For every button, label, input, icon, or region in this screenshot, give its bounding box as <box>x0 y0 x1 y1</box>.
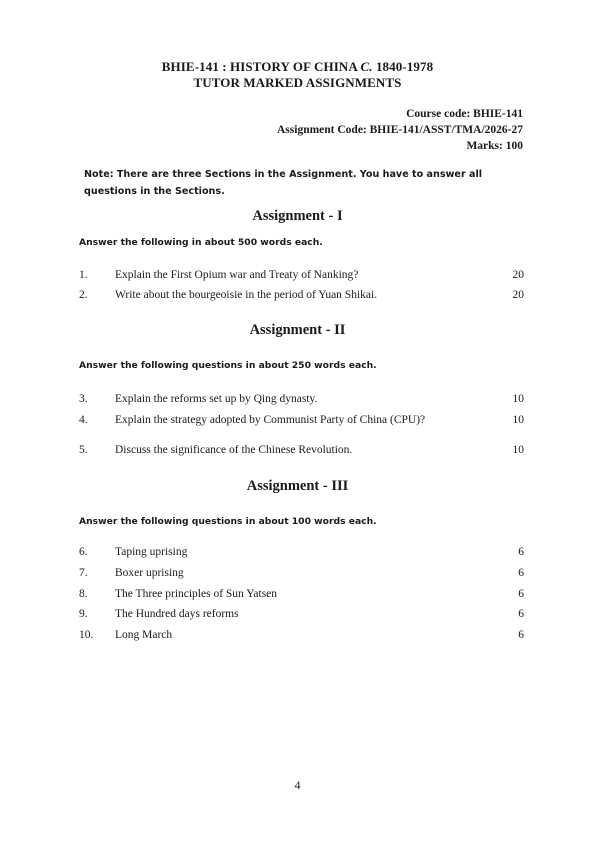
title-part-a: BHIE-141 : HISTORY OF CHINA <box>161 59 361 74</box>
assignment-note: Note: There are three Sections in the Assignment. You have to answer all questions in the Sections. <box>84 169 483 197</box>
question-number: 2. <box>79 289 88 301</box>
page-number: 4 <box>294 778 301 792</box>
question-row <box>79 608 524 624</box>
question-text: Write about the bourgeoisie in the period of Yuan Shikai. <box>115 289 378 301</box>
question-marks: 6 <box>518 629 524 641</box>
question-row <box>79 414 524 430</box>
question-text: The Three principles of Sun Yatsen <box>115 588 278 600</box>
question-text: Discuss the significance of the Chinese Revolution. <box>115 444 353 456</box>
document-title <box>0 59 595 75</box>
question-number: 3. <box>79 393 88 405</box>
question-text: Explain the First Opium war and Treaty of Nanking? <box>115 269 359 281</box>
question-row <box>79 269 524 285</box>
section-instruction: Answer the following questions in about 250 words each. <box>79 360 377 371</box>
question-marks: 6 <box>518 546 524 558</box>
question-row <box>79 588 524 604</box>
course-code: Course code: BHIE-141 <box>406 108 523 120</box>
section-title: Assignment - I <box>252 208 343 224</box>
document-subtitle: TUTOR MARKED ASSIGNMENTS <box>193 75 402 90</box>
question-text: The Hundred days reforms <box>115 608 239 620</box>
title-part-b: 1840-1978 <box>372 59 434 74</box>
question-number: 9. <box>79 608 88 620</box>
title-circa: C. <box>360 59 373 74</box>
question-number: 1. <box>79 269 88 281</box>
total-marks: Marks: 100 <box>466 140 523 152</box>
question-number: 5. <box>79 444 88 456</box>
question-row <box>79 567 524 583</box>
question-marks: 10 <box>512 444 524 456</box>
question-marks: 10 <box>512 393 524 405</box>
question-text: Taping uprising <box>115 546 188 558</box>
question-marks: 20 <box>512 269 524 281</box>
question-number: 8. <box>79 588 88 600</box>
question-row <box>79 629 524 645</box>
question-number: 7. <box>79 567 88 579</box>
question-marks: 10 <box>512 414 524 426</box>
question-text: Explain the strategy adopted by Communist Party of China (CPU)? <box>115 414 426 426</box>
question-row <box>79 546 524 562</box>
question-number: 6. <box>79 546 88 558</box>
question-marks: 6 <box>518 588 524 600</box>
question-text: Long March <box>115 629 173 641</box>
section-title: Assignment - III <box>246 478 349 494</box>
question-row <box>79 393 524 409</box>
section-instruction: Answer the following questions in about 100 words each. <box>79 516 377 527</box>
question-text: Boxer uprising <box>115 567 184 579</box>
question-marks: 6 <box>518 567 524 579</box>
question-marks: 6 <box>518 608 524 620</box>
question-text: Explain the reforms set up by Qing dynasty. <box>115 393 318 405</box>
question-number: 4. <box>79 414 88 426</box>
question-row <box>79 289 524 305</box>
question-row <box>79 444 524 460</box>
question-number: 10. <box>79 629 94 641</box>
assignment-code: Assignment Code: BHIE-141/ASST/TMA/2026-27 <box>277 124 523 136</box>
section-title: Assignment - II <box>249 322 346 338</box>
section-instruction: Answer the following in about 500 words each. <box>79 237 323 248</box>
question-marks: 20 <box>512 289 524 301</box>
